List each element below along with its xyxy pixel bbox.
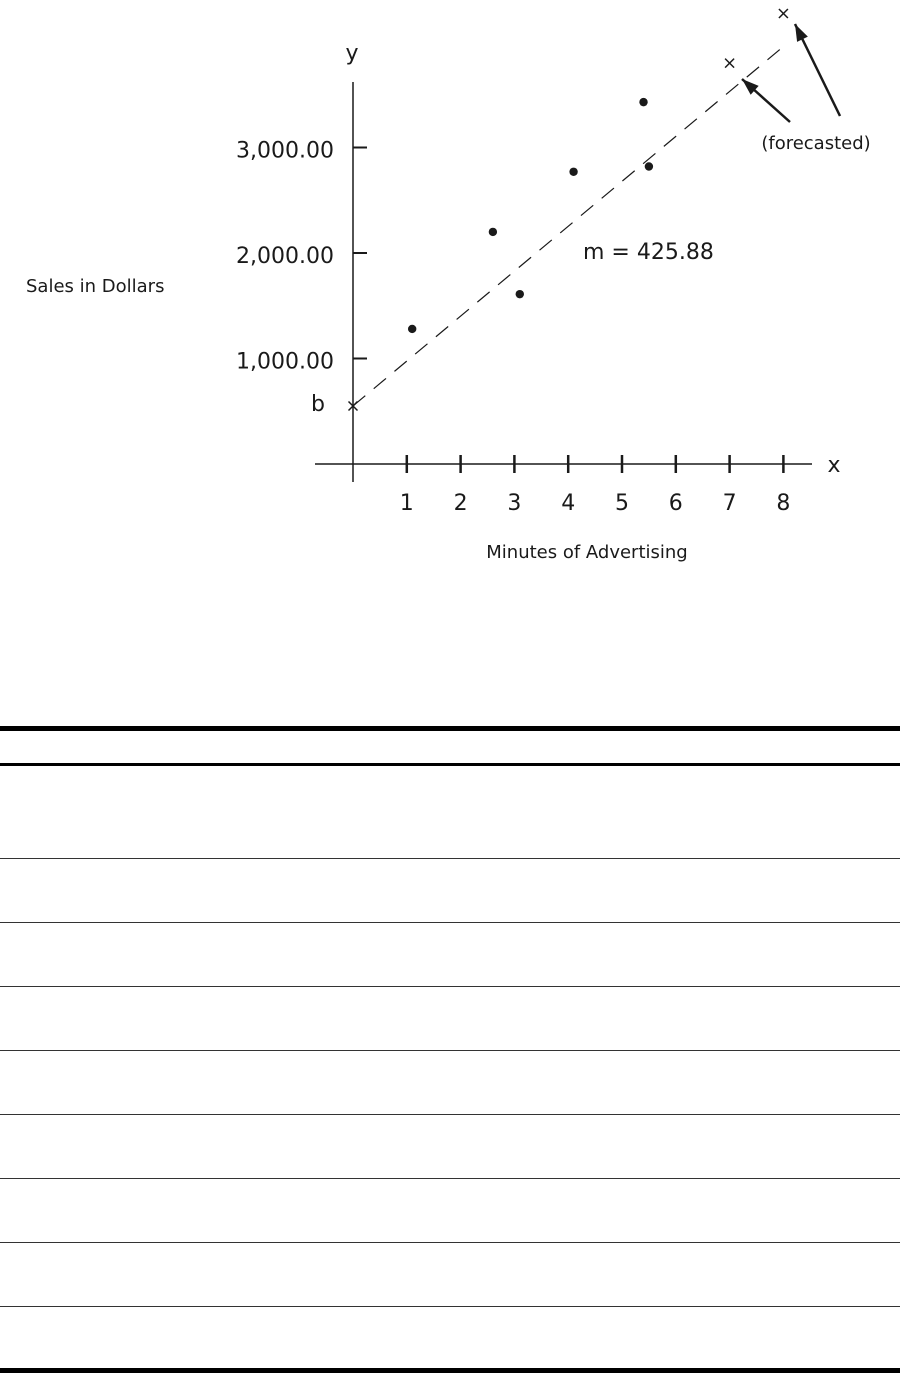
table-cell	[600, 923, 900, 987]
x-tick-label: 3	[507, 491, 522, 516]
y-tick-label: 3,000.00	[236, 138, 334, 164]
table-cell	[300, 765, 600, 859]
table-cell	[600, 1307, 900, 1371]
table-cell	[600, 1243, 900, 1307]
table-row	[0, 1115, 900, 1179]
table-cell	[300, 1243, 600, 1307]
forecast-arrow-head	[795, 24, 808, 42]
table-cell	[600, 859, 900, 923]
slope-label: m = 425.88	[583, 240, 714, 265]
y-axis-letter: y	[345, 41, 359, 66]
table-cell	[0, 1051, 300, 1115]
table-cell	[600, 1051, 900, 1115]
scatter-chart	[0, 0, 900, 600]
y-tick-label: 1,000.00	[236, 349, 334, 375]
data-point	[489, 228, 497, 236]
column-header	[0, 729, 300, 765]
x-axis-title: Minutes of Advertising	[486, 542, 688, 563]
table-cell	[0, 859, 300, 923]
table-row	[0, 859, 900, 923]
data-table	[0, 726, 900, 1373]
column-header	[300, 729, 600, 765]
table-cell	[600, 1179, 900, 1243]
y-axis-title: Sales in Dollars	[26, 276, 165, 297]
table-row	[0, 1307, 900, 1371]
table-row	[0, 765, 900, 859]
forecast-label: (forecasted)	[761, 133, 871, 154]
table-row	[0, 1051, 900, 1115]
table-cell	[0, 987, 300, 1051]
table-cell	[0, 765, 300, 859]
table-cell	[0, 1115, 300, 1179]
data-point	[408, 325, 416, 333]
table-cell	[300, 1307, 600, 1371]
table-cell	[600, 765, 900, 859]
forecast-marker	[725, 59, 734, 68]
table-row	[0, 923, 900, 987]
x-tick-label: 6	[668, 491, 683, 516]
table-cell	[600, 987, 900, 1051]
table-row	[0, 1243, 900, 1307]
table-cell	[0, 1179, 300, 1243]
table-cell	[0, 1307, 300, 1371]
x-tick-label: 7	[722, 491, 737, 516]
forecast-marker	[779, 9, 788, 18]
table-cell	[300, 1179, 600, 1243]
x-tick-label: 5	[615, 491, 629, 516]
data-point	[639, 98, 647, 106]
table-cell	[0, 923, 300, 987]
trend-line	[353, 47, 783, 406]
table-cell	[0, 1243, 300, 1307]
forecast-arrow	[795, 24, 840, 116]
table-cell	[300, 1051, 600, 1115]
table-row	[0, 987, 900, 1051]
data-point	[569, 168, 577, 176]
data-point	[516, 290, 524, 298]
forecast-arrow	[742, 79, 790, 122]
table-cell	[300, 859, 600, 923]
y-tick-label: 2,000.00	[236, 244, 334, 269]
column-header	[600, 729, 900, 765]
table-row	[0, 1179, 900, 1243]
x-tick-label: 4	[561, 491, 576, 516]
x-axis-letter: x	[827, 453, 841, 478]
x-tick-label: 1	[399, 491, 414, 516]
table-cell	[600, 1115, 900, 1179]
x-tick-label: 2	[453, 491, 468, 516]
table-cell	[300, 987, 600, 1051]
data-point	[645, 162, 653, 170]
table-cell	[300, 923, 600, 987]
x-tick-label: 8	[776, 491, 791, 516]
table-header-row	[0, 729, 900, 765]
table-cell	[300, 1115, 600, 1179]
intercept-label: b	[311, 391, 325, 417]
